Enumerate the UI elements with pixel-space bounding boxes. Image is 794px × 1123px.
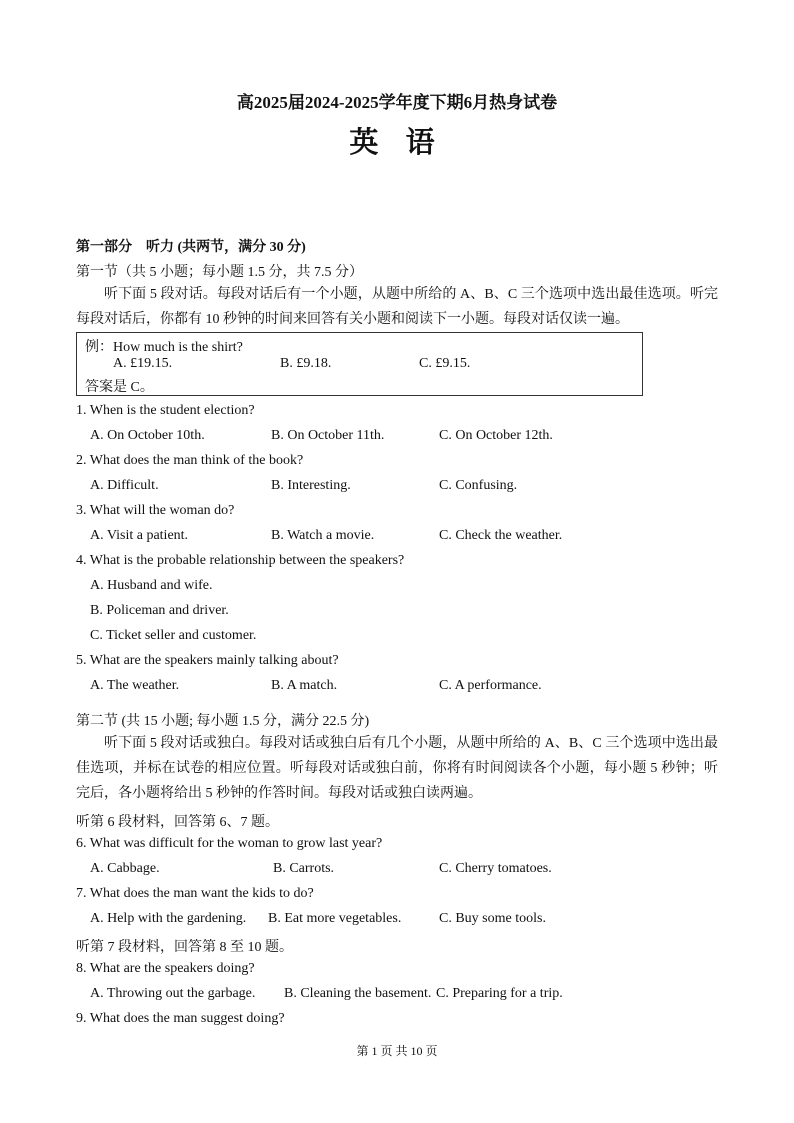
q7-option-a: A. Help with the gardening.	[90, 911, 247, 926]
example-option-c: C. £9.15.	[419, 356, 471, 371]
question-9: 9. What does the man suggest doing?	[76, 1011, 285, 1026]
q8-option-a: A. Throwing out the garbage.	[90, 986, 256, 1001]
q2-option-a: A. Difficult.	[90, 478, 159, 493]
q3-option-a: A. Visit a patient.	[90, 528, 189, 543]
question-7: 7. What does the man want the kids to do?	[76, 886, 314, 901]
q2-option-b: B. Interesting.	[271, 478, 351, 493]
example-box	[76, 332, 643, 396]
question-4: 4. What is the probable relationship between the speakers?	[76, 553, 405, 568]
question-8: 8. What are the speakers doing?	[76, 961, 255, 976]
section1-title: 第一节（共 5 小题；每小题 1.5 分，共 7.5 分）	[76, 265, 363, 280]
question-3: 3. What will the woman do?	[76, 503, 235, 518]
question-1: 1. When is the student election?	[76, 403, 255, 418]
example-option-a: A. £19.15.	[113, 356, 173, 371]
section1-instructions: 听下面 5 段对话。每段对话后有一个小题，从题中所给的 A、B、C 三个选项中选出最佳选项。听完每段对话后，你都有 10 秒钟的时间来回答有关小题和阅读下一小题。每段对话仅读一遍。	[76, 287, 718, 327]
section2-instructions: 听下面 5 段对话或独白。每段对话或独白后有几个小题，从题中所给的 A、B、C 三个选项中选出最佳选项，并标在试卷的相应位置。听每段对话或独白前，你将有时间阅读各个小题，每小题 5 秒钟；听完后，各小题将给出 5 秒钟的作答时间。每段对话或独白读两遍。	[76, 736, 718, 801]
q8-option-c: C. Preparing for a trip.	[436, 986, 563, 1001]
q7-option-c: C. Buy some tools.	[439, 911, 546, 926]
question-6: 6. What was difficult for the woman to grow last year?	[76, 836, 383, 851]
subject-title: 英 语	[349, 127, 445, 159]
q5-option-c: C. A performance.	[439, 678, 542, 693]
part1-heading: 第一部分 听力 (共两节，满分 30 分)	[76, 240, 306, 255]
q5-option-a: A. The weather.	[90, 678, 180, 693]
q4-option-c: C. Ticket seller and customer.	[90, 628, 257, 643]
section2-title: 第二节 (共 15 小题; 每小题 1.5 分，满分 22.5 分)	[76, 714, 370, 729]
q6-option-b: B. Carrots.	[273, 861, 335, 876]
example-option-b: B. £9.18.	[280, 356, 332, 371]
q1-option-c: C. On October 12th.	[439, 428, 553, 443]
q1-option-b: B. On October 11th.	[271, 428, 385, 443]
q6-option-c: C. Cherry tomatoes.	[439, 861, 552, 876]
q6-option-a: A. Cabbage.	[90, 861, 160, 876]
q4-option-b: B. Policeman and driver.	[90, 603, 229, 618]
exam-title: 高2025届2024-2025学年度下期6月热身试卷	[236, 93, 558, 112]
q4-option-a: A. Husband and wife.	[90, 578, 213, 593]
question-5: 5. What are the speakers mainly talking about?	[76, 653, 339, 668]
q8-option-b: B. Cleaning the basement.	[284, 986, 432, 1001]
q7-option-b: B. Eat more vegetables.	[268, 911, 402, 926]
page-number: 第 1 页 共 10 页	[356, 1044, 438, 1058]
question-2: 2. What does the man think of the book?	[76, 453, 304, 468]
q3-option-c: C. Check the weather.	[439, 528, 563, 543]
material-7-label: 听第 7 段材料，回答第 8 至 10 题。	[76, 940, 293, 955]
example-answer: 答案是 C。	[85, 380, 154, 395]
example-question: 例：How much is the shirt?	[85, 340, 243, 355]
q1-option-a: A. On October 10th.	[90, 428, 205, 443]
q2-option-c: C. Confusing.	[439, 478, 518, 493]
q3-option-b: B. Watch a movie.	[271, 528, 375, 543]
material-6-label: 听第 6 段材料，回答第 6、7 题。	[76, 815, 279, 830]
q5-option-b: B. A match.	[271, 678, 338, 693]
